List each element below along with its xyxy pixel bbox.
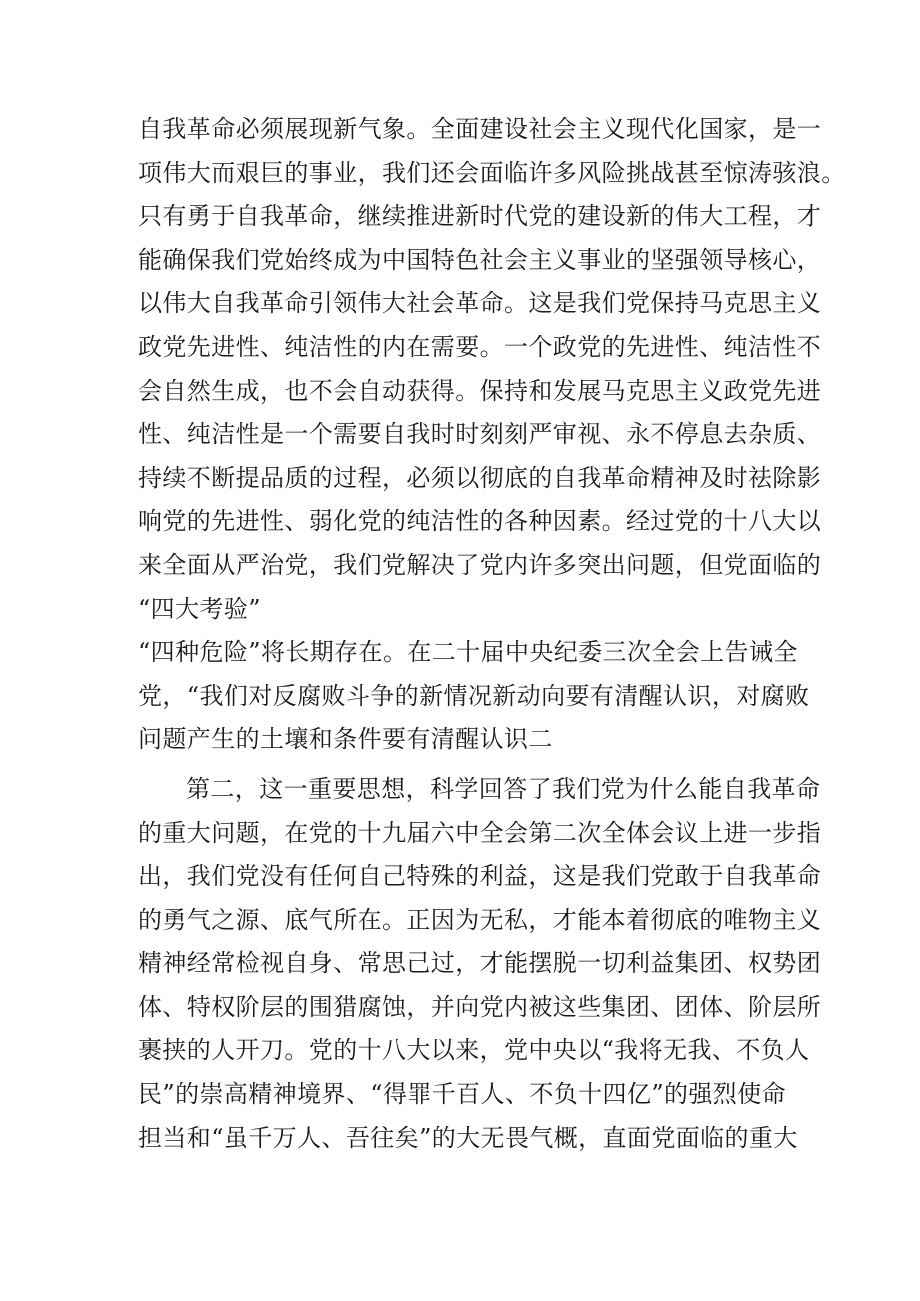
text-line: 的重大问题，在党的十九届六中全会第二次全体会议上进一步指 [138, 818, 822, 847]
text-line: 裹挟的人开刀。党的十八大以来，党中央以“我将无我、不负人 [138, 1036, 810, 1065]
text-line: “四种危险”将长期存在。在二十届中央纪委三次全会上告诫全 [138, 638, 798, 667]
text-line: 来全面从严治党，我们党解决了党内许多突出问题，但党面临的 [138, 550, 822, 579]
text-line: 会自然生成，也不会自动获得。保持和发展马克思主义政党先进 [138, 376, 822, 405]
text-line: 精神经常检视自身、常思己过，才能摆脱一切利益集团、权势团 [138, 949, 822, 978]
text-line: 能确保我们党始终成为中国特色社会主义事业的坚强领导核心， [138, 245, 822, 274]
text-line: 持续不断提品质的过程，必须以彻底的自我革命精神及时祛除影 [138, 463, 822, 492]
text-line: 只有勇于自我革命，继续推进新时代党的建设新的伟大工程，才 [138, 202, 822, 231]
text-line: 问题产生的土壤和条件要有清醒认识二 [138, 725, 553, 754]
text-line: 体、特权阶层的围猎腐蚀，并向党内被这些集团、团体、阶层所 [138, 992, 822, 1021]
text-line: 项伟大而艰巨的事业，我们还会面临许多风险挑战甚至惊涛骇浪。 [138, 158, 846, 187]
text-line: “四大考验” [138, 594, 261, 623]
text-line: 以伟大自我革命引领伟大社会革命。这是我们党保持马克思主义 [138, 289, 822, 318]
text-line: 第二，这一重要思想，科学回答了我们党为什么能自我革命 [186, 774, 821, 803]
text-line: 民”的崇高精神境界、“得罪千百人、不负十四亿”的强烈使命 [138, 1080, 787, 1109]
paragraph-2 [138, 768, 838, 1160]
text-line: 出，我们党没有任何自己特殊的利益，这是我们党敢于自我革命 [138, 862, 822, 891]
paragraph-1 [138, 108, 846, 762]
text-line: 性、纯洁性是一个需要自我时时刻刻严审视、永不停息去杂质、 [138, 420, 822, 449]
text-line: 响党的先进性、弱化党的纯洁性的各种因素。经过党的十八大以 [138, 507, 822, 536]
text-line: 的勇气之源、底气所在。正因为无私，才能本着彻底的唯物主义 [138, 905, 822, 934]
text-line: 政党先进性、纯洁性的内在需要。一个政党的先进性、纯洁性不 [138, 332, 822, 361]
text-line: 党，“我们对反腐败斗争的新情况新动向要有清醒认识，对腐败 [138, 681, 810, 710]
text-line: 自我革命必须展现新气象。全面建设社会主义现代化国家，是一 [138, 115, 822, 143]
document-body [138, 108, 846, 1160]
text-line: 担当和“虽千万人、吾往矣”的大无畏气概，直面党面临的重大 [138, 1123, 798, 1152]
